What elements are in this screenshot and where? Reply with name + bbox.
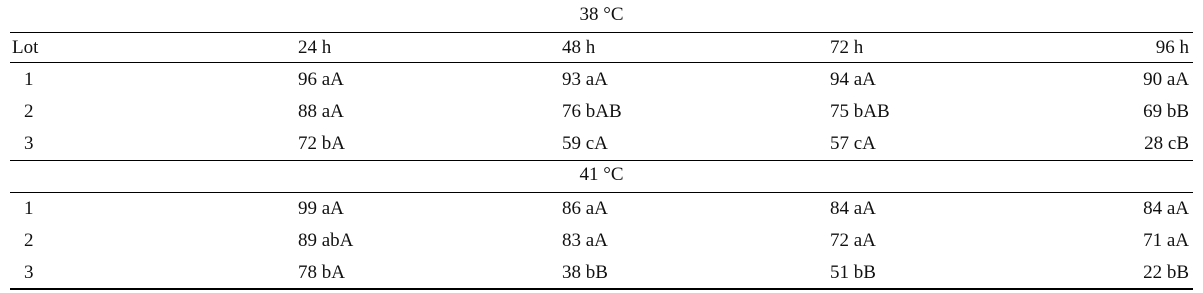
temperature-label-38: 38 °C	[579, 4, 624, 25]
cell-48h: 76 bAB	[562, 101, 622, 122]
rule-header-bottom	[10, 62, 1193, 63]
cell-lot: 1	[24, 69, 34, 90]
cell-96h: 90 aA	[1143, 69, 1189, 90]
cell-24h: 78 bA	[298, 262, 345, 283]
cell-48h: 38 bB	[562, 262, 608, 283]
cell-24h: 88 aA	[298, 101, 344, 122]
header-96h: 96 h	[1155, 37, 1189, 58]
cell-24h: 99 aA	[298, 198, 344, 219]
cell-72h: 72 aA	[830, 230, 876, 251]
rule-group-divider	[10, 160, 1193, 161]
cell-72h: 51 bB	[830, 262, 876, 283]
cell-24h: 96 aA	[298, 69, 344, 90]
cell-24h: 89 abA	[298, 230, 354, 251]
table-row	[10, 132, 1193, 156]
cell-24h: 72 bA	[298, 133, 345, 154]
cell-lot: 3	[24, 133, 34, 154]
table-row	[10, 229, 1193, 253]
cell-96h: 69 bB	[1143, 101, 1189, 122]
header-48h: 48 h	[562, 37, 596, 58]
cell-72h: 57 cA	[830, 133, 876, 154]
temperature-label-41: 41 °C	[579, 164, 624, 185]
header-24h: 24 h	[298, 37, 332, 58]
cell-lot: 2	[24, 101, 34, 122]
rule-top	[10, 32, 1193, 33]
header-72h: 72 h	[830, 37, 864, 58]
cell-48h: 59 cA	[562, 133, 608, 154]
table-row	[10, 197, 1193, 221]
rule-bottom	[10, 288, 1193, 290]
cell-lot: 3	[24, 262, 34, 283]
cell-96h: 22 bB	[1143, 262, 1189, 283]
cell-96h: 28 cB	[1144, 133, 1189, 154]
rule-group2-title-bottom	[10, 192, 1193, 193]
cell-72h: 84 aA	[830, 198, 876, 219]
cell-72h: 75 bAB	[830, 101, 890, 122]
cell-48h: 93 aA	[562, 69, 608, 90]
cell-lot: 1	[24, 198, 34, 219]
cell-96h: 84 aA	[1143, 198, 1189, 219]
table-row	[10, 68, 1193, 92]
cell-lot: 2	[24, 230, 34, 251]
cell-96h: 71 aA	[1143, 230, 1189, 251]
header-row	[10, 36, 1193, 60]
cell-48h: 83 aA	[562, 230, 608, 251]
table-row	[10, 261, 1193, 285]
table-row	[10, 100, 1193, 124]
header-lot: Lot	[12, 37, 39, 58]
cell-72h: 94 aA	[830, 69, 876, 90]
cell-48h: 86 aA	[562, 198, 608, 219]
